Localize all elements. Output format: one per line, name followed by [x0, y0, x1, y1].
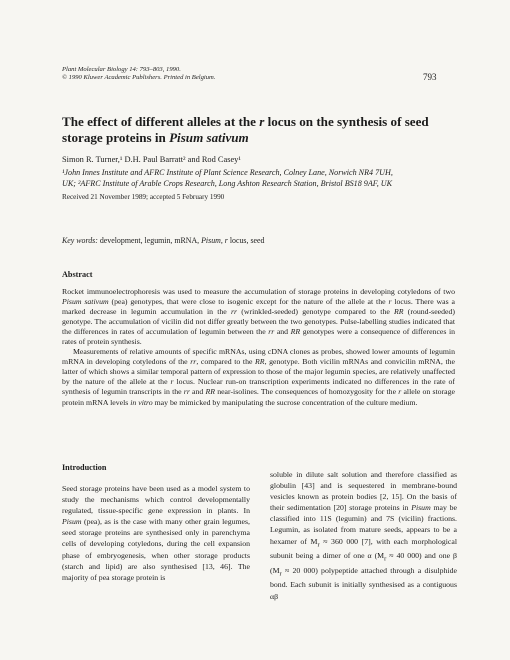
abstract-heading: Abstract	[62, 270, 93, 279]
text-run: ≈ 40 000) and one β (M	[270, 551, 457, 575]
text-run: may be mimicked by manipulating the sucrose concentration of the culture medium.	[152, 397, 418, 407]
text-run: rr	[183, 387, 190, 397]
body-paragraph	[62, 483, 250, 583]
text-run: (round-seeded) genotype. The accumulation of vicilin did not differ greatly between the two genotypes. Pulse-labelling studies indicated that the differences in rates of accumulation of legumin between the	[62, 307, 455, 337]
text-run: Pisum sativum	[62, 297, 109, 307]
keywords	[62, 236, 454, 245]
keywords-text: r	[224, 236, 228, 245]
text-run: in vitro	[130, 397, 153, 407]
keywords-text: ,	[220, 236, 225, 245]
article-title	[62, 114, 454, 145]
keywords-text: Pisum	[201, 236, 221, 245]
text-run: and	[189, 387, 206, 397]
text-run: ≈ 360 000 [7], with each morphological subunit being a dimer of one α (M	[270, 536, 458, 561]
title-locus: r	[259, 114, 265, 129]
affiliation-line: ¹John Innes Institute and AFRC Institute of Plant Science Research, Colney Lane, Norwich NR4 7UH,	[62, 168, 393, 177]
received-dates: Received 21 November 1989; accepted 5 February 1990	[62, 193, 225, 201]
text-run: , genotype. Both vicilin mRNAs and convicilin mRNA, the latter of which shows a similar temporal pattern of expression to those of the major legumin species, are relatively unaffected by the nature of the allele at the	[62, 357, 455, 387]
text-run: may be classified into 11S (legumin) and 7S (vicilin) fractions. Legumin, as isolated from mature seeds, appears to be a hexamer of M	[270, 503, 457, 546]
text-run: soluble in dilute salt solution and therefore classified as globulin [43] and is sequestered in membrane-bound vesicles known as protein bodies [2, 15]. On the basis of their sedimentation [20] storage proteins in	[270, 470, 457, 513]
title-text: locus on the synthesis of seed storage proteins in	[62, 114, 429, 145]
text-run: near-isolines. The consequences of homozygosity for the	[215, 387, 399, 397]
text-run: genotypes were a consequence of differences in rates of protein synthesis.	[62, 327, 456, 347]
text-run: RR	[394, 307, 404, 317]
page-number: 793	[423, 72, 437, 82]
text-run: (pea), as is the case with many other grain legumes, seed storage proteins are synthesised only in parenchyma cells of developing cotyledons, during the cell expansion phase of embryogenesis, when other storage products (starch and lipid) are also synthesised [13, 46]. The majority of pea storage protein is	[62, 517, 250, 582]
text-run: r	[170, 377, 174, 387]
text-run: Rocket immunoelectrophoresis was used to measure the accumulation of storage proteins in developing cotyledons of two	[62, 287, 455, 296]
text-run: and	[274, 327, 291, 337]
text-run: RR	[255, 357, 265, 367]
title-species: Pisum sativum	[169, 129, 249, 145]
subscript: r	[384, 555, 387, 563]
text-run: , compared to the	[196, 357, 256, 367]
abstract-paragraph	[62, 347, 455, 407]
text-run: Pisum	[62, 517, 82, 527]
text-run: locus. There was a marked decrease in legumin accumulation in the	[62, 297, 456, 317]
copyright-line: © 1990 Kluwer Academic Publishers. Printed in Belgium.	[62, 74, 216, 81]
text-run: (pea) genotypes, that were close to isogenic except for the nature of the allele at the	[108, 297, 389, 307]
affiliation-line: UK; ²AFRC Institute of Arable Crops Research, Long Ashton Research Station, Bristol BS18 9AF, UK	[62, 179, 392, 189]
text-run: ≈ 20 000) polypeptide attached through a disulphide bond. Each subunit is initially synthesised as a contiguous αβ	[270, 565, 457, 601]
keywords-text: locus, seed	[227, 236, 265, 245]
introduction-column-left	[62, 483, 250, 583]
text-run: RR	[290, 327, 301, 337]
text-run: rr	[190, 357, 197, 367]
text-run: rr	[230, 307, 238, 317]
text-run: (wrinkled-seeded) genotype compared to the	[237, 307, 395, 317]
journal-line: Plant Molecular Biology 14: 793–803, 1990.	[62, 66, 181, 73]
text-run: Measurements of relative amounts of specific mRNAs, using cDNA clones as probes, showed lower amounts of legumin mRNA in developing cotyledons of the	[62, 347, 455, 367]
journal-citation	[62, 66, 322, 82]
body-paragraph	[270, 469, 457, 602]
abstract-body	[62, 287, 455, 408]
title-text: The effect of different alleles at the	[62, 114, 260, 129]
text-run: Seed storage proteins have been used as a model system to study the mechanisms which control developmentally regulated, tissue-specific gene expression in plants. In	[62, 484, 250, 516]
text-run: Pisum	[411, 503, 431, 513]
abstract-paragraph	[62, 287, 455, 347]
keywords-label: Key words:	[62, 236, 98, 245]
text-run: locus. Nuclear run-on transcription experiments indicated no differences in the rate of synthesis of legumin transcripts in the	[62, 377, 456, 397]
text-run: RR	[205, 387, 216, 397]
affiliations	[62, 167, 454, 189]
introduction-heading: Introduction	[62, 463, 107, 472]
text-run: r	[398, 387, 402, 397]
subscript: r	[317, 541, 320, 549]
subscript: r	[279, 570, 282, 578]
text-run: rr	[268, 327, 275, 337]
text-run: allele on storage protein mRNA levels	[62, 387, 455, 407]
text-run: r	[388, 297, 392, 307]
introduction-column-right	[270, 469, 457, 602]
authors: Simon R. Turner,¹ D.H. Paul Barratt² and Rod Casey¹	[62, 155, 241, 164]
keywords-text: development, legumin, mRNA,	[97, 236, 202, 245]
